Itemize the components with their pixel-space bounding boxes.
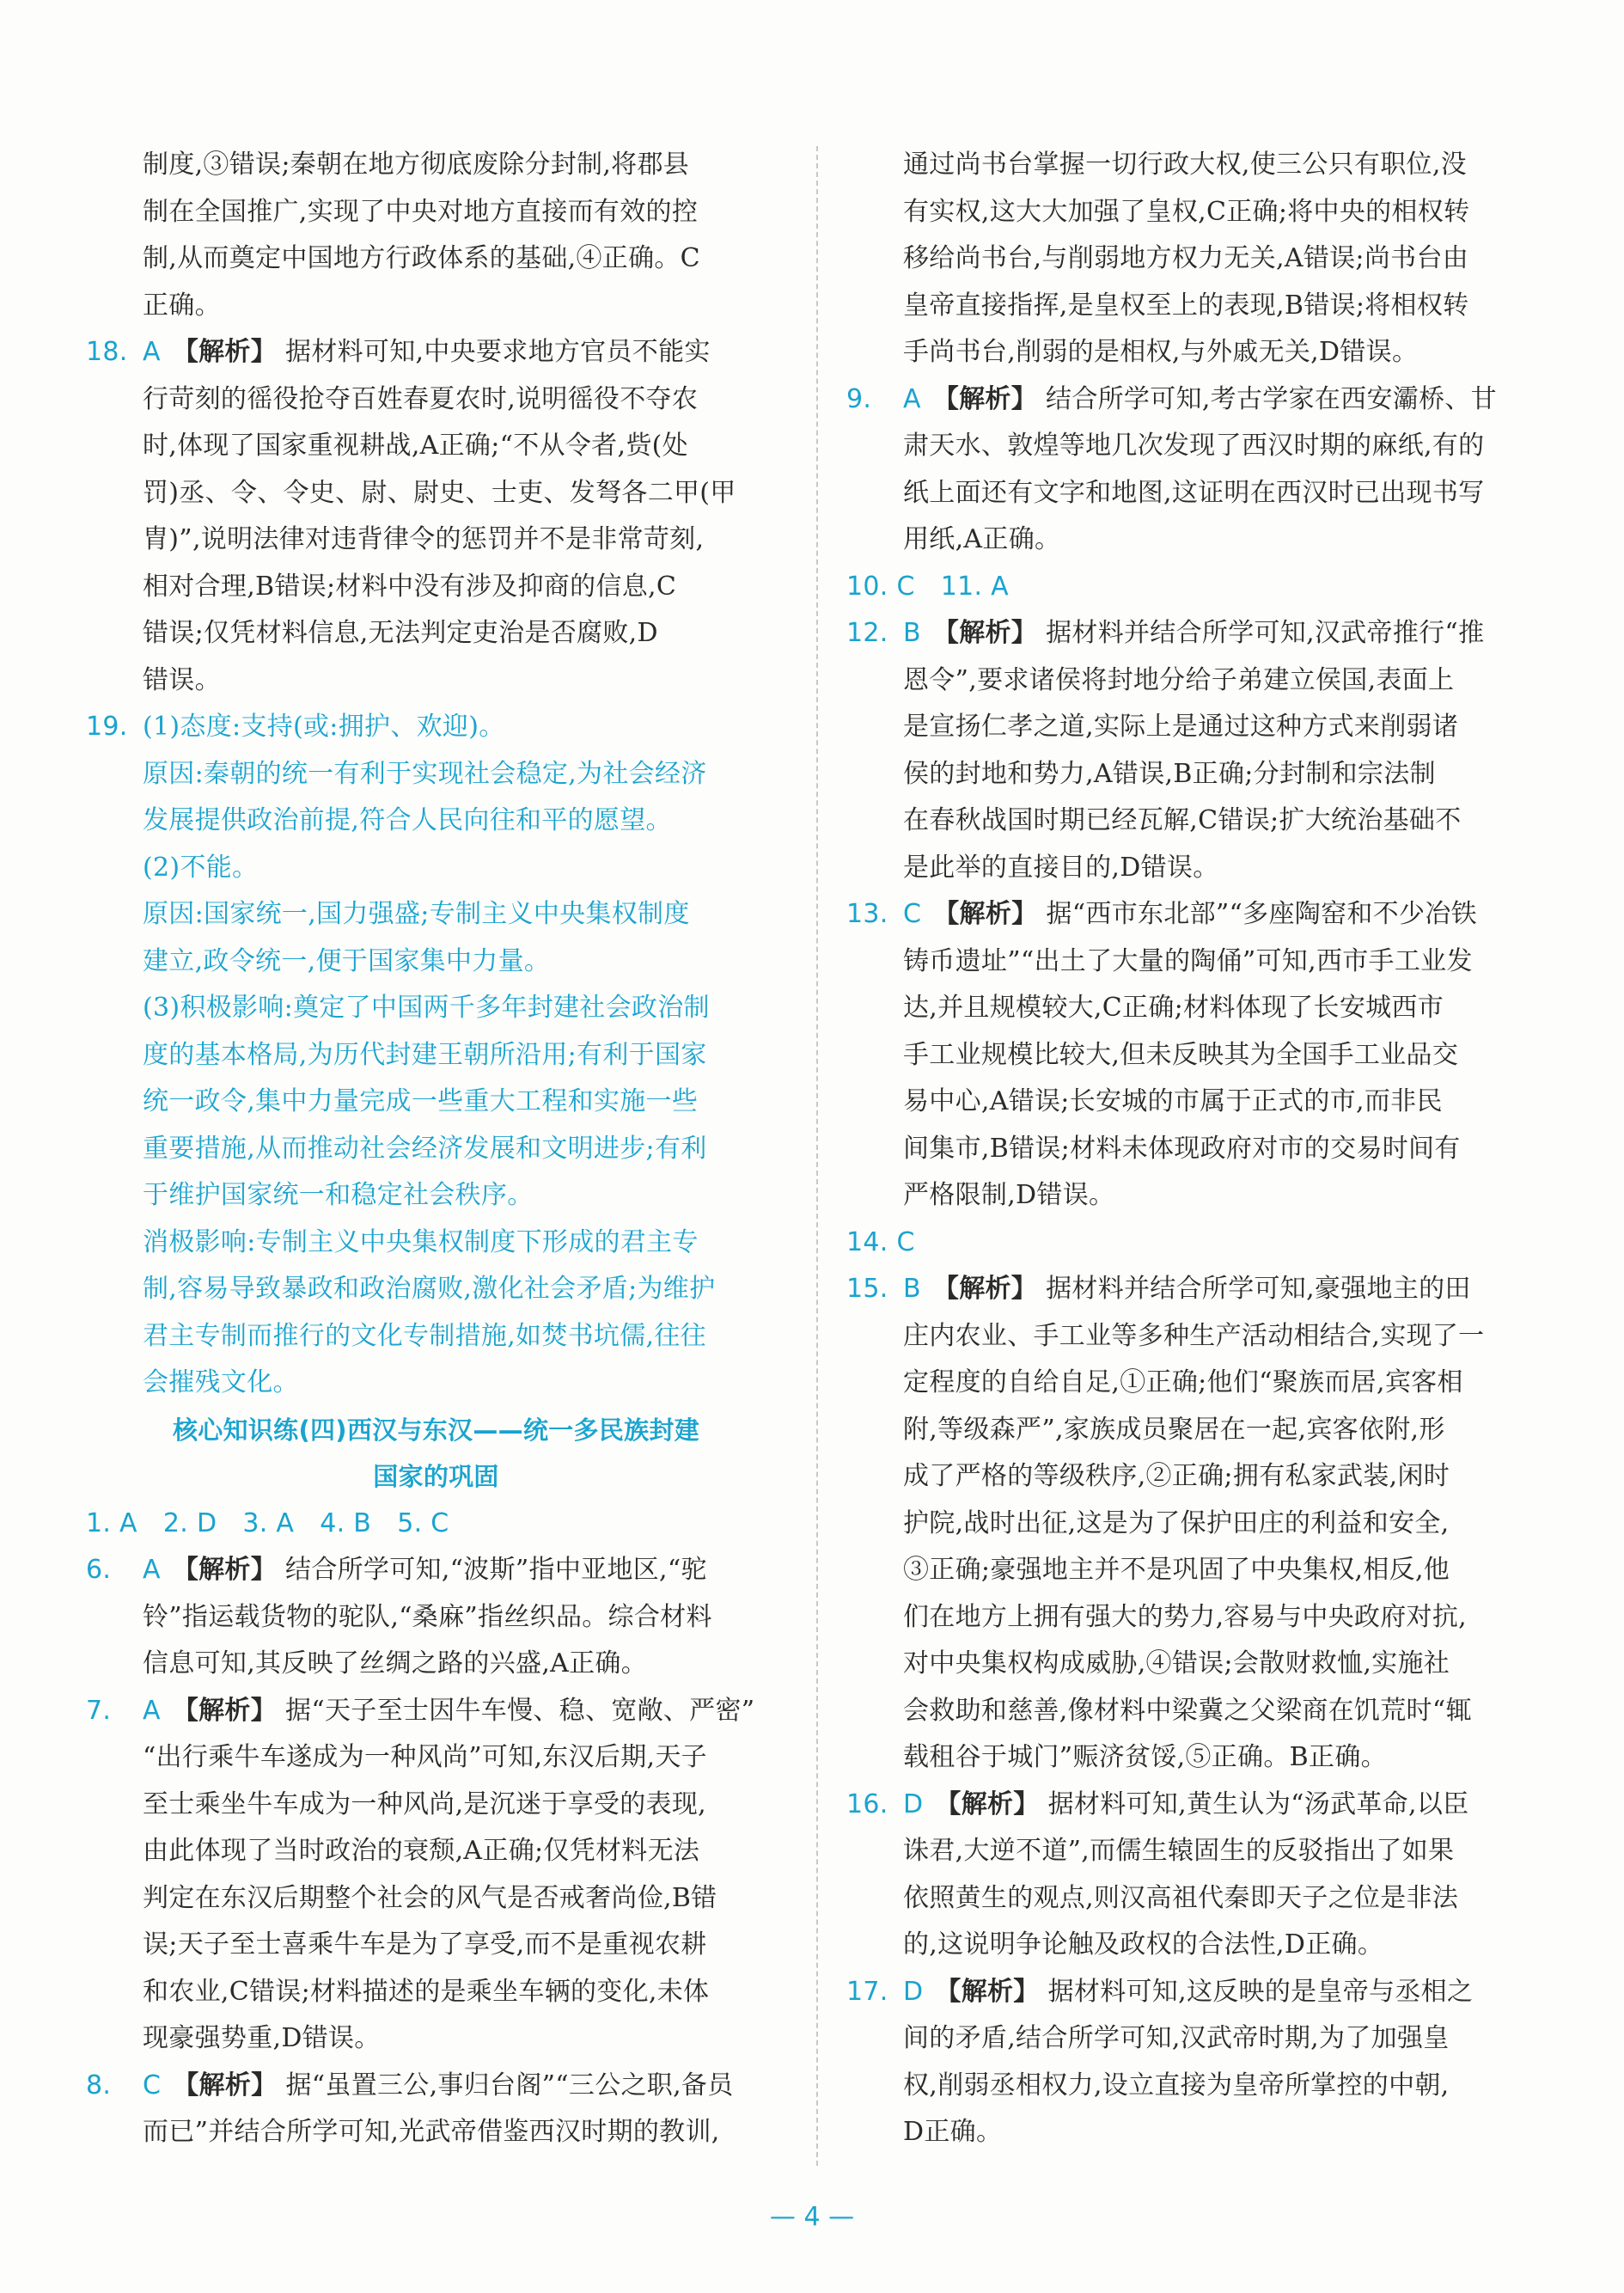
text-line: 发展提供政治前提,符合人民向往和平的愿望。 <box>143 805 672 835</box>
text-line: 罚)丞、令、令史、尉、尉史、士吏、发弩各二甲(甲 <box>143 477 736 508</box>
text-line: 制在全国推广,实现了中央对地方直接而有效的控 <box>143 196 699 227</box>
text-line: D正确。 <box>903 2117 1003 2147</box>
question-17 <box>846 1969 1547 2156</box>
text-line: 达,并且规模较大,C正确;材料体现了长安城西市 <box>903 993 1444 1023</box>
text-line: 们在地方上拥有强大的势力,容易与中央政府对抗, <box>903 1601 1467 1632</box>
text-line: 对中央集权构成威胁,④错误;会散财救恤,实施社 <box>903 1648 1450 1678</box>
question-number: 16. <box>846 1789 888 1819</box>
text-line: 手尚书台,削弱的是相权,与外戚无关,D错误。 <box>903 337 1419 367</box>
text-line: 现豪强势重,D错误。 <box>143 2023 381 2053</box>
quick-answer: 3. A <box>242 1507 295 1538</box>
page-number: — 4 — <box>769 2202 855 2232</box>
question-number: 15. <box>846 1274 888 1304</box>
text-line: 建立,政令统一,便于国家集中力量。 <box>143 945 551 976</box>
analysis-tag: 【解析】 <box>932 618 1038 648</box>
answer-letter: A <box>143 1695 161 1726</box>
text-span: 据“虽置三公,事归台阁”“三公之职,备员 <box>285 2070 734 2100</box>
answer-letter: C <box>143 2070 162 2100</box>
question-16 <box>846 1782 1547 1969</box>
analysis-tag: 【解析】 <box>172 337 278 367</box>
question-number: 18. <box>86 337 128 367</box>
text-line: 依照黄生的观点,则汉高祖代秦即天子之位是非法 <box>903 1882 1459 1913</box>
text-line <box>903 1969 1547 2016</box>
column-divider <box>816 146 818 2166</box>
text-span: 结合所学可知,“波斯”指中亚地区,“驼 <box>285 1555 707 1585</box>
section-heading <box>86 1407 786 1501</box>
text-line: 间的矛盾,结合所学可知,汉武帝时期,为了加强皇 <box>903 2023 1450 2053</box>
text-line: 原因:国家统一,国力强盛;专制主义中央集权制度 <box>143 899 690 929</box>
text-line: 信息可知,其反映了丝绸之路的兴盛,A正确。 <box>143 1648 648 1678</box>
text-line: 胄)”,说明法律对违背律令的惩罚并不是非常苛刻, <box>143 524 705 554</box>
q17-continuation <box>86 142 786 329</box>
text-line: 护院,战时出征,这是为了保护田庄的利益和安全, <box>903 1507 1450 1538</box>
text-line: 而已”并结合所学可知,光武帝借鉴西汉时期的教训, <box>143 2117 720 2147</box>
text-line: 消极影响:专制主义中央集权制度下形成的君主专 <box>143 1226 699 1257</box>
left-column <box>86 142 786 2156</box>
text-line <box>903 376 1547 424</box>
text-line: 正确。 <box>143 290 221 321</box>
text-line: 重要措施,从而推动社会经济发展和文明进步;有利 <box>143 1133 707 1164</box>
heading-line: 国家的巩固 <box>373 1462 499 1491</box>
question-13 <box>846 891 1547 1220</box>
analysis-tag: 【解析】 <box>932 383 1038 414</box>
text-line <box>143 1547 786 1594</box>
question-12 <box>846 610 1547 891</box>
text-line: 由此体现了当时政治的衰颓,A正确;仅凭材料无法 <box>143 1836 700 1866</box>
text-line: 和农业,C错误;材料描述的是乘坐车辆的变化,未体 <box>143 1976 710 2007</box>
text-line <box>903 610 1547 657</box>
text-line: 严格限制,D错误。 <box>903 1180 1115 1210</box>
question-8 <box>86 2063 786 2156</box>
text-line: 错误;仅凭材料信息,无法判定吏治是否腐败,D <box>143 618 658 648</box>
analysis-tag: 【解析】 <box>932 1274 1038 1304</box>
text-line: 时,体现了国家重视耕战,A正确;“不从令者,赀(处 <box>143 431 688 461</box>
text-line: 通过尚书台掌握一切行政大权,使三公只有职位,没 <box>903 150 1467 180</box>
text-line <box>903 891 1547 939</box>
text-line: ③正确;豪强地主并不是巩固了中央集权,相反,他 <box>903 1555 1450 1585</box>
text-line <box>143 329 786 376</box>
q8-continuation <box>846 142 1547 376</box>
question-number: 12. <box>846 618 888 648</box>
question-18 <box>86 329 786 704</box>
question-15 <box>846 1266 1547 1782</box>
question-number: 7. <box>86 1695 112 1726</box>
text-line: 原因:秦朝的统一有利于实现社会稳定,为社会经济 <box>143 758 707 789</box>
text-line: 制,容易导致暴政和政治腐败,激化社会矛盾;为维护 <box>143 1274 716 1304</box>
text-line: 移给尚书台,与削弱地方权力无关,A错误;尚书台由 <box>903 243 1469 273</box>
answer-letter: B <box>903 618 921 648</box>
text-span: 结合所学可知,考古学家在西安灞桥、甘 <box>1046 383 1497 414</box>
text-line: 定程度的自给自足,①正确;他们“聚族而居,宾客相 <box>903 1367 1463 1397</box>
text-line: 铃”指运载货物的驼队,“桑麻”指丝织品。综合材料 <box>143 1601 712 1632</box>
answer-letter: A <box>143 337 161 367</box>
quick-answer: 10. C <box>846 571 915 602</box>
question-6 <box>86 1547 786 1688</box>
text-line: 制度,③错误;秦朝在地方彻底废除分封制,将郡县 <box>143 150 690 180</box>
quick-answers <box>86 1501 786 1548</box>
analysis-tag: 【解析】 <box>935 1976 1040 2007</box>
text-line: 是宣扬仁孝之道,实际上是通过这种方式来削弱诸 <box>903 712 1459 742</box>
analysis-tag: 【解析】 <box>935 1789 1040 1819</box>
question-19 <box>86 704 786 1407</box>
text-line: 统一政令,集中力量完成一些重大工程和实施一些 <box>143 1086 699 1116</box>
text-line: 间集市,B错误;材料未体现政府对市的交易时间有 <box>903 1133 1461 1164</box>
analysis-tag: 【解析】 <box>173 2070 278 2100</box>
question-number: 8. <box>86 2070 112 2100</box>
quick-answers <box>846 1220 1547 1267</box>
text-line: 庄内农业、手工业等多种生产活动相结合,实现了一 <box>903 1320 1485 1351</box>
text-line: 纸上面还有文字和地图,这证明在西汉时已出现书写 <box>903 477 1485 508</box>
text-line: 度的基本格局,为历代封建王朝所沿用;有利于国家 <box>143 1039 707 1070</box>
text-line: 有实权,这大大加强了皇权,C正确;将中央的相权转 <box>903 196 1470 227</box>
text-line: 铸币遗址”“出土了大量的陶俑”可知,西市手工业发 <box>903 945 1473 976</box>
text-line <box>903 1266 1547 1313</box>
text-line: 于维护国家统一和稳定社会秩序。 <box>143 1180 534 1210</box>
text-line: 权,削弱丞相权力,设立直接为皇帝所掌控的中朝, <box>903 2070 1450 2100</box>
quick-answer: 5. C <box>397 1507 449 1538</box>
text-line: 恩令”,要求诸侯将封地分给子弟建立侯国,表面上 <box>903 664 1455 695</box>
text-span: 据材料可知,中央要求地方官员不能实 <box>285 337 711 367</box>
text-line: 行苛刻的徭役抢夺百姓春夏农时,说明徭役不夺农 <box>143 383 699 414</box>
text-span: 据材料并结合所学可知,豪强地主的田 <box>1046 1274 1471 1304</box>
answer-letter: B <box>903 1274 921 1304</box>
question-7 <box>86 1688 786 2063</box>
text-line: (3)积极影响:奠定了中国两千多年封建社会政治制 <box>143 993 710 1023</box>
text-line: 成了严格的等级秩序,②正确;拥有私家武装,闲时 <box>903 1461 1450 1491</box>
text-span: 据“西市东北部”“多座陶窑和不少冶铁 <box>1046 899 1477 929</box>
heading-line: 核心知识练(四)西汉与东汉——统一多民族封建 <box>172 1415 700 1445</box>
quick-answer: 1. A <box>86 1507 137 1538</box>
text-line: 的,这说明争论触及政权的合法性,D正确。 <box>903 1929 1384 1960</box>
text-line <box>143 1688 786 1735</box>
analysis-tag: 【解析】 <box>172 1555 278 1585</box>
text-line: 是此举的直接目的,D错误。 <box>903 852 1219 883</box>
text-line: 君主专制而推行的文化专制措施,如焚书坑儒,往往 <box>143 1320 706 1351</box>
quick-answers <box>846 564 1547 611</box>
text-line: 会救助和慈善,像材料中梁冀之父梁商在饥荒时“辄 <box>903 1695 1472 1726</box>
text-line: 诛君,大逆不道”,而儒生辕固生的反驳指出了如果 <box>903 1836 1455 1866</box>
text-line: 易中心,A错误;长安城的市属于正式的市,而非民 <box>903 1086 1443 1116</box>
answer-letter: A <box>903 383 921 414</box>
text-span: 据材料并结合所学可知,汉武帝推行“推 <box>1046 618 1485 648</box>
text-line: (2)不能。 <box>143 852 259 883</box>
text-line: 肃天水、敦煌等地几次发现了西汉时期的麻纸,有的 <box>903 431 1485 461</box>
analysis-tag: 【解析】 <box>172 1695 278 1726</box>
text-line: 会摧残文化。 <box>143 1367 299 1397</box>
text-line: 错误。 <box>143 664 221 695</box>
text-line: 附,等级森严”,家族成员聚居在一起,宾客依附,形 <box>903 1414 1445 1445</box>
text-line <box>143 2063 786 2110</box>
text-span: 据“天子至士因牛车慢、稳、宽敞、严密” <box>285 1695 755 1726</box>
question-number: 6. <box>86 1555 112 1585</box>
quick-answer: 4. B <box>320 1507 372 1538</box>
question-number: 13. <box>846 899 888 929</box>
text-line <box>903 1782 1547 1829</box>
text-line: 手工业规模比较大,但未反映其为全国手工业品交 <box>903 1039 1459 1070</box>
answer-letter: C <box>903 899 922 929</box>
text-line: 至士乘坐牛车成为一种风尚,是沉迷于享受的表现, <box>143 1789 706 1819</box>
quick-answer: 2. D <box>162 1507 217 1538</box>
text-line: 误;天子至士喜乘牛车是为了享受,而不是重视农耕 <box>143 1929 707 1960</box>
analysis-tag: 【解析】 <box>933 899 1038 929</box>
question-number: 19. <box>86 712 128 742</box>
question-9 <box>846 376 1547 564</box>
answer-letter: D <box>903 1976 924 2007</box>
text-line: 载租谷于城门”赈济贫馁,⑤正确。B正确。 <box>903 1742 1387 1772</box>
text-line: 用纸,A正确。 <box>903 524 1061 554</box>
right-column <box>846 142 1547 2156</box>
answer-letter: D <box>903 1789 924 1819</box>
question-number: 17. <box>846 1976 888 2007</box>
text-line: 皇帝直接指挥,是皇权至上的表现,B错误;将相权转 <box>903 290 1469 321</box>
text-line: 制,从而奠定中国地方行政体系的基础,④正确。C <box>143 243 700 273</box>
quick-answer: 14. C <box>846 1226 915 1257</box>
text-span: 据材料可知,这反映的是皇帝与丞相之 <box>1047 1976 1474 2007</box>
text-line: 判定在东汉后期整个社会的风气是否戒奢尚俭,B错 <box>143 1882 717 1913</box>
question-number: 9. <box>846 383 872 414</box>
text-span: 据材料可知,黄生认为“汤武革命,以臣 <box>1047 1789 1469 1819</box>
quick-answer: 11. A <box>940 571 1009 602</box>
text-line: 侯的封地和势力,A错误,B正确;分封制和宗法制 <box>903 758 1436 789</box>
text-line: 在春秋战国时期已经瓦解,C错误;扩大统治基础不 <box>903 805 1462 835</box>
answer-letter: A <box>143 1555 161 1585</box>
text-line: 相对合理,B错误;材料中没有涉及抑商的信息,C <box>143 571 677 602</box>
text-line: “出行乘牛车遂成为一种风尚”可知,东汉后期,天子 <box>143 1742 707 1772</box>
text-line: (1)态度:支持(或:拥护、欢迎)。 <box>143 712 505 742</box>
